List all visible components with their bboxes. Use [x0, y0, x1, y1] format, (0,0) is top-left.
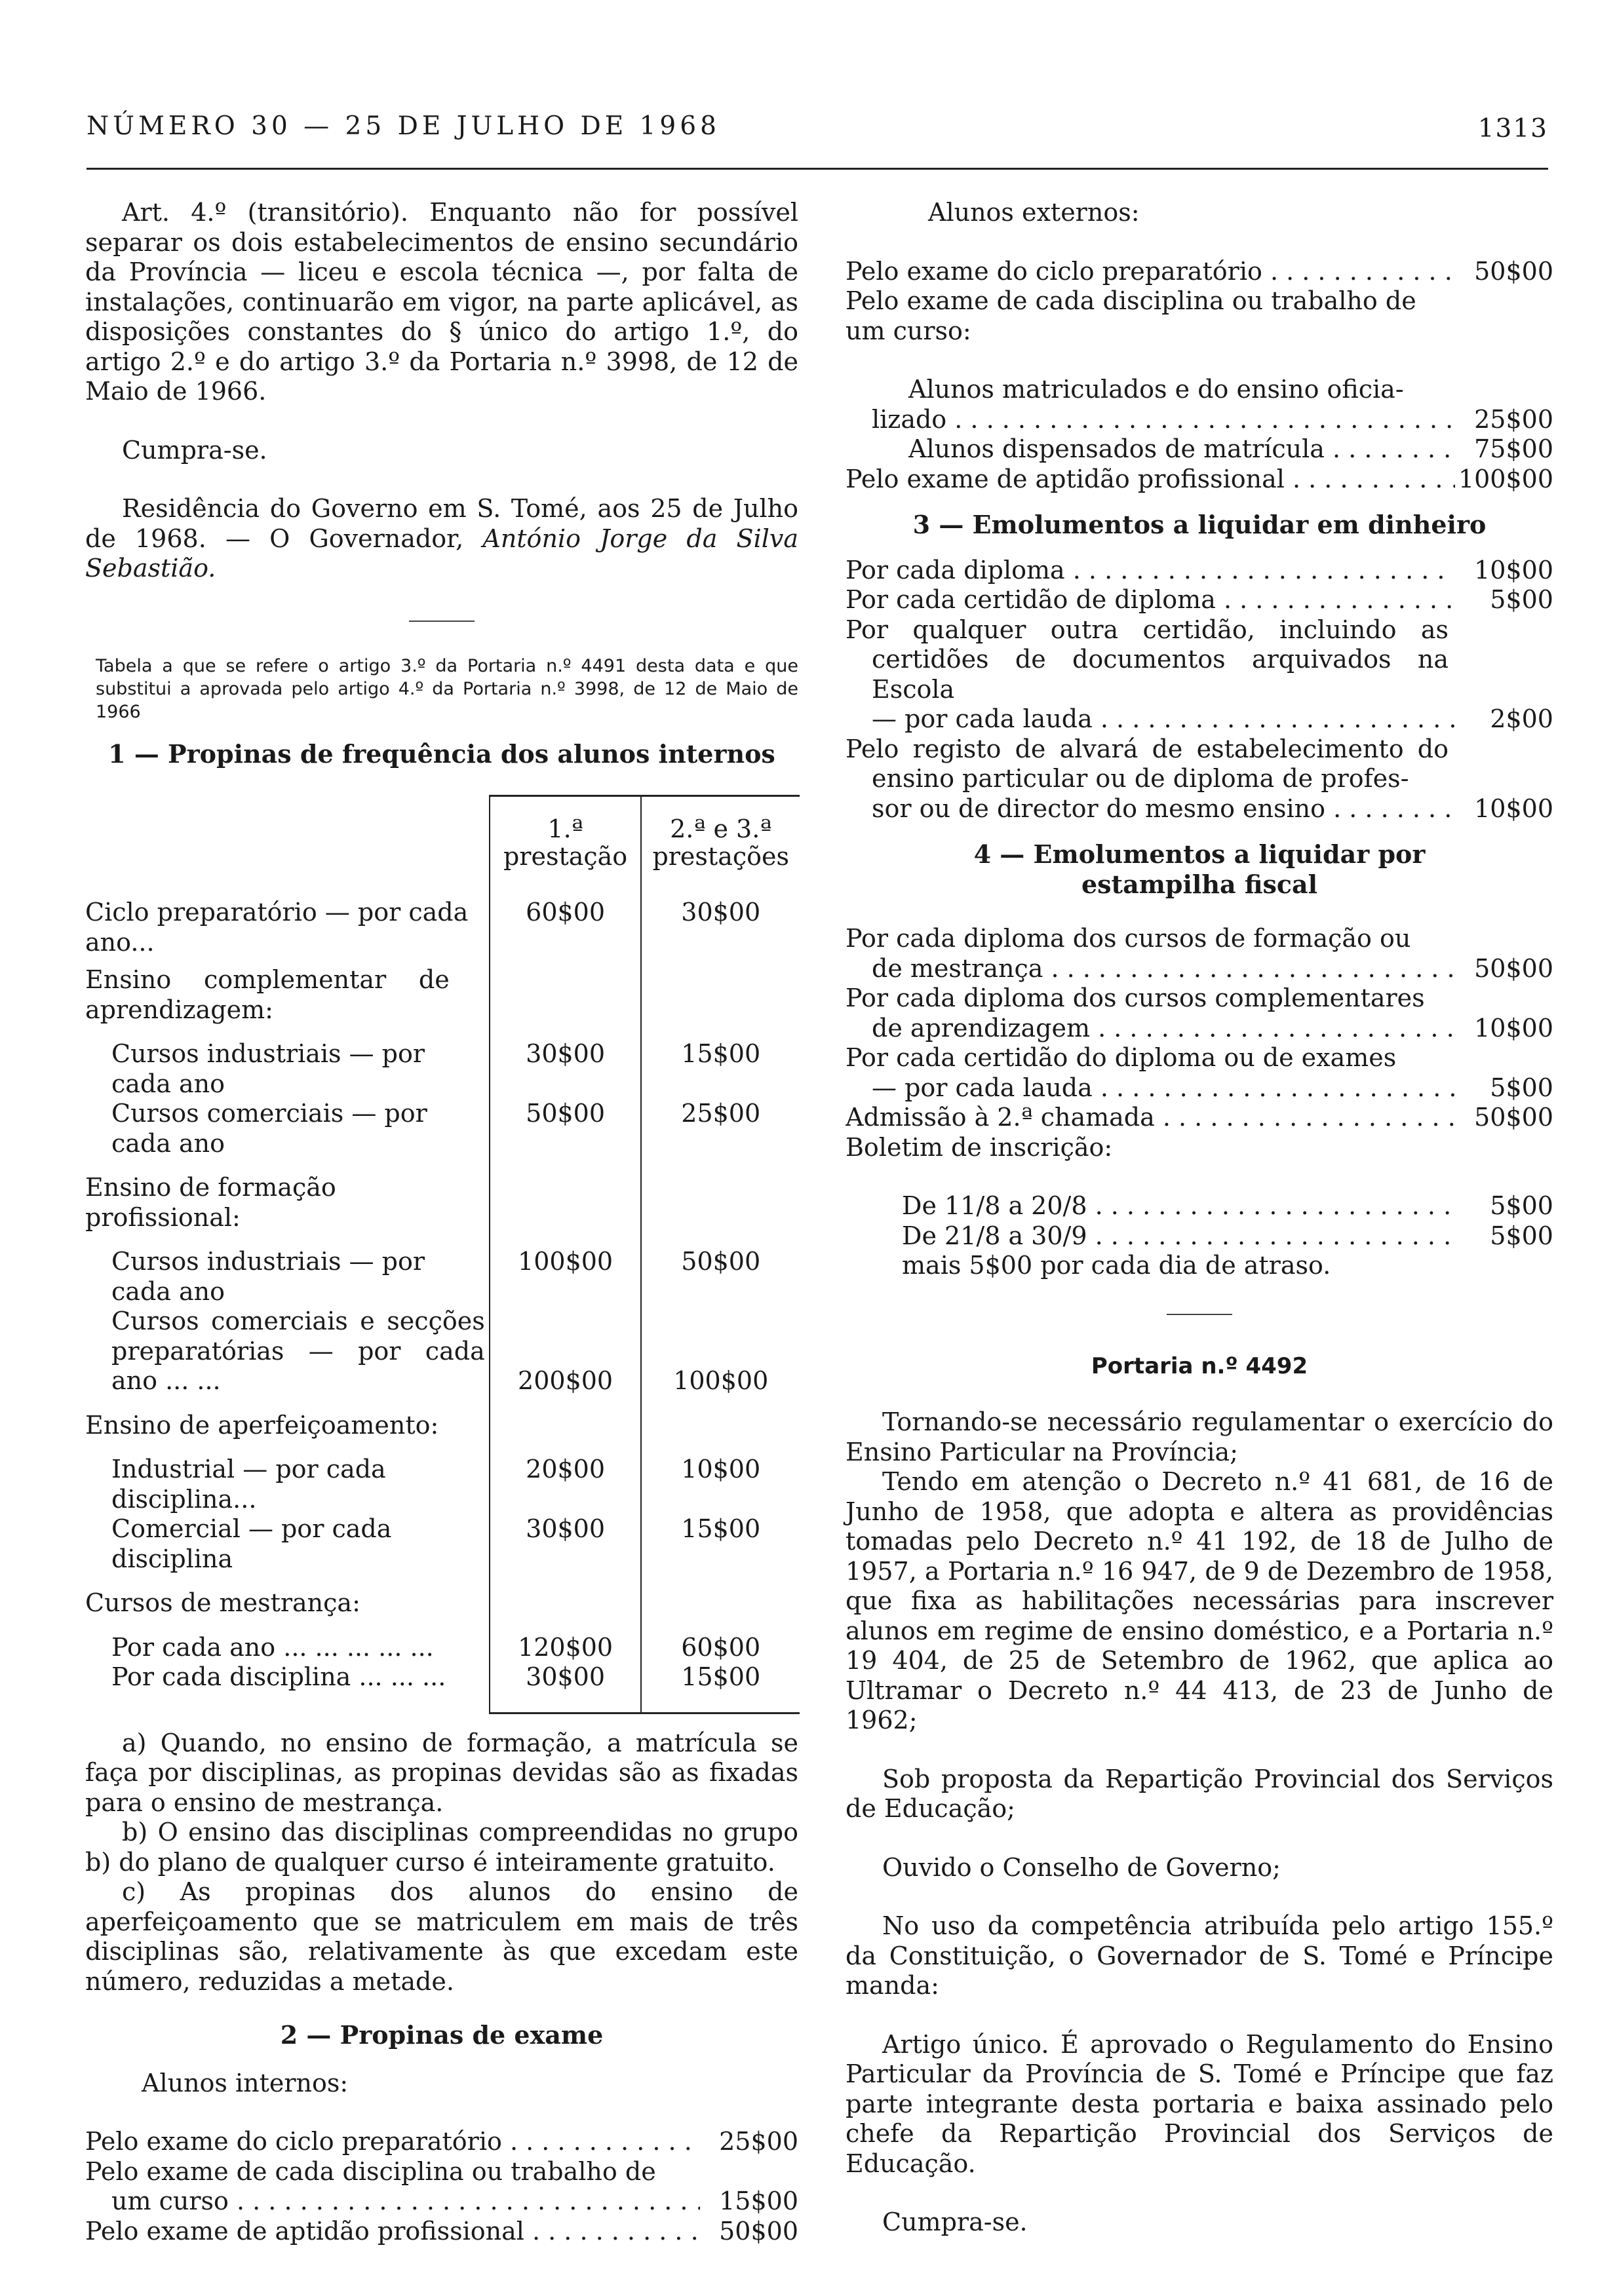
int-ciclo-row	[85, 2127, 798, 2157]
row-aperf-ind-v1: 20$00	[490, 1440, 642, 1514]
row-comp-ind-v1: 30$00	[490, 1025, 642, 1099]
es-b2-label: De 21/8 a 30/9 . . .	[902, 1221, 1455, 1252]
row-ciclo-v1: 60$00	[490, 883, 642, 957]
row-complementar: Ensino complementar de aprendizagem:	[85, 965, 450, 1024]
portaria-p1: Tornando-se necessário regulamentar o exercício do Ensino Particular na Província;	[846, 1407, 1553, 1466]
es-admissao-label: Admissão à 2.ª chamada . . .	[846, 1103, 1455, 1133]
ext-aptidao-row	[846, 465, 1553, 495]
es-form-row	[846, 954, 1553, 984]
int-disc-label: um curso . . .	[111, 2187, 700, 2217]
internal-exam-list	[85, 2127, 798, 2246]
row-comp-com-label: Cursos comerciais — por cada ano	[111, 1099, 427, 1158]
es-b1-label: De 11/8 a 20/8 . . .	[902, 1191, 1455, 1221]
row-form-com-label: Cursos comerciais e secções preparatórias — por cada ano ... ...	[111, 1307, 485, 1395]
int-ciclo-label: Pelo exame do ciclo preparatório . . .	[85, 2127, 700, 2157]
ext-aptidao-amount: 100$00	[1458, 464, 1553, 493]
residencia-text: Residência do Governo em S. Tomé, aos 25 de Julho de 1968. — O Governador,	[85, 494, 798, 553]
ext-ciclo-amount: 50$00	[1474, 256, 1553, 286]
int-disc-row	[85, 2187, 798, 2217]
cash-fees-list	[846, 556, 1553, 824]
portaria-p4: Ouvido o Conselho de Governo;	[882, 1852, 1281, 1882]
col-head-2: 2.ª e 3.ª prestações	[641, 796, 800, 884]
right-column	[846, 197, 1553, 2238]
int-disc-amount: 15$00	[719, 2187, 798, 2215]
page-header	[87, 111, 1548, 151]
em-certidao-label: Por cada certidão de diploma . . .	[846, 585, 1455, 615]
es-form-label: de mestrança . . .	[872, 954, 1455, 984]
es-comp-amount: 10$00	[1474, 1013, 1553, 1043]
es-form-text: Por cada diploma dos cursos de formação ou	[846, 924, 1411, 953]
row-ciclo-v2: 30$00	[641, 883, 800, 957]
col-head-1: 1.ª prestação	[490, 796, 642, 884]
es-form-amount: 50$00	[1474, 953, 1553, 983]
em-diploma-amount: 10$00	[1474, 555, 1553, 584]
int-ciclo-amount: 25$00	[719, 2127, 798, 2156]
em-outra-amount: 2$00	[1490, 704, 1553, 733]
portaria-p2: Tendo em atenção o Decreto n.º 41 681, de 16 de Junho de 1958, que adopta e altera as providências tomadas pelo Decreto n.º 41 192, de 18 de Julho de 1957, a Portaria n.º 16 947, de 9 de Dezembro de 1958, que fixa as habilitações necessárias para inscrever alunos em regime de ensino doméstico, e a Portaria n.º 19 404, de 25 de Setembro de 1962, que aplica ao Ultramar o Decreto n.º 44 413, de 23 de Junho de 1962;	[846, 1467, 1553, 1734]
em-alvara-text: Pelo registo de alvará de estabelecimento do ensino particular ou de diploma de profes-	[846, 734, 1449, 793]
portaria-p6: Artigo único. É aprovado o Regulamento do Ensino Particular da Província de S. Tomé e Príncipe que faz parte integrante desta portaria e baixa assinado pelo chefe da Repartição Provincial dos Serviços de Educação.	[846, 2029, 1553, 2178]
es-b2-row	[846, 1221, 1553, 1252]
es-cert-row	[846, 1073, 1553, 1103]
int-disc-line-a: Pelo exame de cada disciplina ou trabalho de	[85, 2156, 656, 2186]
article-4: Art. 4.º (transitório). Enquanto não for possível separar os dois estabelecimentos de ensino secundário da Província — liceu e escola técnica —, por falta de instalações, continuarão em vigor, na parte aplicável, as disposições constantes do § único do artigo 1.º, do artigo 2.º e do artigo 3.º da Portaria n.º 3998, de 12 de Maio de 1966.	[85, 198, 798, 406]
page-number: 1313	[1477, 114, 1548, 144]
row-aperf-ind-label: Industrial — por cada disciplina...	[111, 1455, 386, 1514]
em-diploma-label: Por cada diploma . . .	[846, 556, 1455, 586]
row-form-ind-v1: 100$00	[490, 1233, 642, 1307]
es-b3: mais 5$00 por cada dia de atraso.	[902, 1251, 1331, 1280]
ext-ciclo-label: Pelo exame do ciclo preparatório . . .	[846, 257, 1455, 287]
em-outra-row	[846, 704, 1553, 735]
external-exam-list	[846, 257, 1553, 495]
alunos-externos: Alunos externos:	[928, 198, 1140, 227]
section-1-title: 1 — Propinas de frequência dos alunos internos	[108, 738, 775, 769]
governor-signature: António Jorge da Silva Sebastião.	[85, 524, 798, 583]
separator	[409, 621, 475, 622]
alunos-internos: Alunos internos:	[142, 2068, 349, 2097]
ext-matric-amount: 25$00	[1474, 404, 1553, 434]
es-admissao-amount: 50$00	[1474, 1103, 1553, 1132]
row-aperf-com-v1: 30$00	[490, 1514, 642, 1574]
section-3-title: 3 — Emolumentos a liquidar em dinheiro	[912, 510, 1487, 539]
em-outra-label: — por cada lauda . . .	[872, 704, 1455, 735]
row-aperf: Ensino de aperfeiçoamento:	[85, 1410, 439, 1440]
section-4-title: 4 — Emolumentos a liquidar por estampilha fiscal	[973, 839, 1426, 899]
separator-2	[1167, 1314, 1232, 1315]
em-alvara-amount: 10$00	[1474, 794, 1553, 823]
row-mest-ano-label: Por cada ano ... ... ... ... ...	[111, 1632, 434, 1662]
int-aptidao-row	[85, 2217, 798, 2247]
row-formacao: Ensino de formação profissional:	[85, 1173, 336, 1232]
es-boletim: Boletim de inscrição:	[846, 1132, 1113, 1162]
row-mest-disc-v1: 30$00	[490, 1662, 642, 1713]
ext-matric-label: lizado . . .	[872, 405, 1455, 435]
tabela-note: Tabela a que se refere o artigo 3.º da Portaria n.º 4491 desta data e que substitui a aprovada pelo artigo 4.º da Portaria n.º 3998, de 12 de Maio de 1966	[96, 655, 798, 722]
es-comp-row	[846, 1014, 1553, 1044]
note-c: c) As propinas dos alunos do ensino de aperfeiçoamento que se matriculem em mais de três disciplinas são, relativamente às que excedam este número, reduzidas a metade.	[85, 1877, 798, 1996]
fees-table	[85, 795, 800, 1714]
note-a: a) Quando, no ensino de formação, a matrícula se faça por disciplinas, as propinas devidas são as fixadas para o ensino de mestrança.	[85, 1728, 798, 1817]
row-comp-ind-label: Cursos industriais — por cada ano	[111, 1039, 425, 1098]
portaria-p3: Sob proposta da Repartição Provincial dos Serviços de Educação;	[846, 1764, 1553, 1823]
stamp-fees-list	[846, 924, 1553, 1281]
left-column	[85, 197, 798, 2246]
header-rule	[87, 168, 1548, 170]
row-mest-disc-label: Por cada disciplina ... ... ...	[111, 1662, 446, 1691]
ext-disc-text: Pelo exame de cada disciplina ou trabalho de um curso:	[846, 286, 1416, 345]
portaria-title: Portaria n.º 4492	[1091, 1352, 1308, 1379]
portaria-p7: Cumpra-se.	[882, 2208, 1028, 2236]
em-certidao-row	[846, 585, 1553, 615]
em-alvara-row	[846, 794, 1553, 824]
es-admissao-row	[846, 1103, 1553, 1133]
ext-disp-label: Alunos dispensados de matrícula . . .	[908, 434, 1455, 465]
em-outra-text: Por qualquer outra certidão, incluindo as certidões de documentos arquivados na Escola	[846, 615, 1449, 704]
row-form-com-v2: 100$00	[641, 1307, 800, 1396]
ext-matric-row	[846, 405, 1553, 435]
row-aperf-com-label: Comercial — por cada disciplina	[111, 1514, 392, 1573]
row-form-ind-label: Cursos industriais — por cada ano	[111, 1247, 425, 1306]
ext-matric-line-a: Alunos matriculados e do ensino oficia-	[908, 375, 1404, 404]
ext-disp-row	[846, 434, 1553, 465]
row-form-com-v1: 200$00	[490, 1307, 642, 1396]
row-aperf-com-v2: 15$00	[641, 1514, 800, 1574]
es-cert-text: Por cada certidão do diploma ou de exames	[846, 1043, 1397, 1072]
row-mest-ano-v1: 120$00	[490, 1618, 642, 1663]
es-b1-row	[846, 1191, 1553, 1221]
cumpra-se: Cumpra-se.	[122, 435, 267, 465]
section-2-title: 2 — Propinas de exame	[280, 2020, 604, 2050]
int-aptidao-amount: 50$00	[719, 2216, 798, 2246]
note-b: b) O ensino das disciplinas compreendidas no grupo b) do plano de qualquer curso é inteiramente gratuito.	[85, 1818, 798, 1877]
row-comp-com-v1: 50$00	[490, 1099, 642, 1158]
es-b2-amount: 5$00	[1490, 1221, 1553, 1250]
ext-disp-amount: 75$00	[1474, 434, 1553, 463]
row-comp-com-v2: 25$00	[641, 1099, 800, 1158]
row-mestranca: Cursos de mestrança:	[85, 1588, 360, 1617]
row-aperf-ind-v2: 10$00	[641, 1440, 800, 1514]
row-form-ind-v2: 50$00	[641, 1233, 800, 1307]
es-cert-amount: 5$00	[1490, 1073, 1553, 1102]
issue-title: NÚMERO 30 — 25 DE JULHO DE 1968	[87, 111, 720, 141]
row-mest-ano-v2: 60$00	[641, 1618, 800, 1663]
es-comp-label: de aprendizagem . . .	[872, 1014, 1455, 1044]
es-comp-text: Por cada diploma dos cursos complementares	[846, 984, 1425, 1012]
int-aptidao-label: Pelo exame de aptidão profissional . . .	[85, 2217, 700, 2247]
row-ciclo-label: Ciclo preparatório — por cada ano...	[85, 898, 469, 957]
em-certidao-amount: 5$00	[1490, 585, 1553, 614]
em-alvara-label: sor ou de director do mesmo ensino . . .	[872, 794, 1455, 824]
ext-ciclo-row	[846, 257, 1553, 287]
residencia-paragraph	[85, 494, 798, 584]
portaria-p5: No uso da competência atribuída pelo artigo 155.º da Constituição, o Governador de S. Tomé e Príncipe manda:	[846, 1911, 1553, 2000]
es-cert-label: — por cada lauda . . .	[872, 1073, 1455, 1103]
ext-aptidao-label: Pelo exame de aptidão profissional . . .	[846, 465, 1455, 495]
es-b1-amount: 5$00	[1490, 1191, 1553, 1220]
row-comp-ind-v2: 15$00	[641, 1025, 800, 1099]
em-diploma-row	[846, 556, 1553, 586]
row-mest-disc-v2: 15$00	[641, 1662, 800, 1713]
